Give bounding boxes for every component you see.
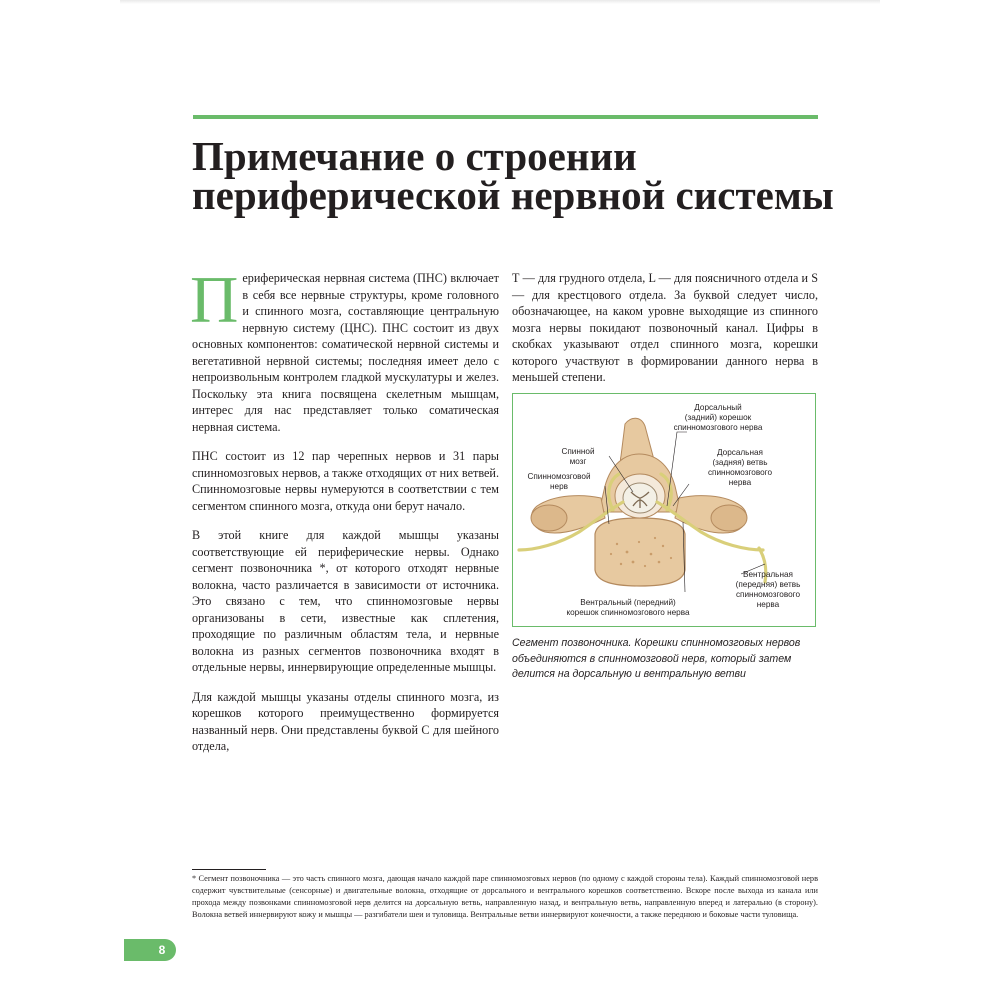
vertebra-figure: [512, 393, 816, 627]
page-title-line-2: периферической нервной системы: [192, 172, 834, 218]
page-title-line-1: Примечание о строении: [192, 133, 637, 179]
label-spinal-cord: Спинной мозг: [561, 447, 595, 466]
paragraph-intro: [190, 263, 499, 435]
footnote: * Сегмент позвоночника — это часть спинного мозга, дающая начало каждой паре спинномозговых нервов (по одному с каждой стороны тела). Каждый спинномозговой нерв содержит чувствительные (сенсорные) и двигательные волокна, отходящие от дорсального и вентрального корешков соответственно. Вскоре после выхода из канала или прохода между позвонками спинномозговой нерв делится на дорсальную ветвь, направленную назад, и вентральную ветвь, направленную вперед и латерально (в сторону). Волокна ветвей иннервируют кожу и мышцы — разгибатели шеи и туловища. Вентральные ветви иннервируют конечности, а также переднюю и боковые части туловища.: [192, 874, 818, 919]
page-number-badge: [124, 939, 176, 961]
label-ventral-root: Вентральный (передний) корешок спинномозгового нерва: [566, 598, 690, 617]
label-ventral-branch: Вентральная (передняя) ветвь спинномозгового нерва: [735, 570, 801, 609]
paragraph-spinal-sections: Для каждой мышцы указаны отделы спинного мозга, из корешков которого преимущественно формируется названный нерв. Они представлены буквой С для шейного отдела,: [192, 689, 499, 753]
page-top-shadow: [120, 0, 880, 4]
figure-caption: Сегмент позвоночника. Корешки спинномозговых нервов объединяются в спинномозговой нерв, который затем делится на дорсальную и вентральную ветви: [512, 637, 801, 680]
paragraph-pns-structure: ПНС состоит из 12 пар черепных нервов и 31 пары спинномозговых нервов, а также отходящих от них ветвей. Спинномозговые нервы нумеруются в соответствии с тем сегментом спинного мозга, откуда они берут начало.: [192, 449, 499, 513]
page-title: [192, 133, 834, 218]
title-rule: [193, 115, 818, 119]
right-column: [512, 270, 818, 399]
paragraph-intro-text: ериферическая нервная система (ПНС) включает в себя все нервные структуры, кроме головного и спинного мозга, составляющие центральную нервную систему (ЦНС). ПНС состоит из двух основных компонентов: соматической нервной системы и вегетативной нервной системы; последняя имеет дело с непроизвольным контролем гладкой мускулатуры и желез. Поскольку эта книга посвящена скелетным мышцам, интерес для нас представляет только соматическая нервная система.: [192, 271, 499, 434]
left-column: [190, 263, 499, 768]
vertebral-body: [595, 518, 685, 586]
dropcap: П: [190, 263, 239, 337]
paragraph-notation: Т — для грудного отдела, L — для поясничного отдела и S — для крестцового отдела. За буквой следует число, обозначающее, на каком уровне выходящие из спинного мозга нервы покидают позвоночный канал. Цифры в скобках указывают отдел спинного мозга, корешки которого участвуют в формировании данного нерва в меньшей степени.: [512, 271, 818, 384]
footnote-rule: [192, 869, 266, 870]
label-dorsal-branch: Дорсальная (задняя) ветвь спинномозгового нерва: [707, 448, 773, 487]
label-dorsal-root: Дорсальный (задний) корешок спинномозгового нерва: [673, 403, 763, 432]
paragraph-nerves-per-muscle: В этой книге для каждой мышцы указаны соответствующие ей периферические нервы. Однако сегмент позвоночника *, от которого отходят нервные волокна, часто различается в зависимости от источника. Это связано с тем, что спинномозговые нервы организованы в сети, известные как сплетения, проходящие по различным областям тела, и нервные волокна из разных сегментов позвоночника входят в отдельные нервы, иннервирующие определенные мышцы.: [192, 528, 499, 674]
label-spinal-nerve: Спинномозговой нерв: [527, 472, 591, 491]
rib-right: [711, 505, 747, 531]
page-number: 8: [158, 943, 166, 957]
rib-left: [531, 505, 567, 531]
